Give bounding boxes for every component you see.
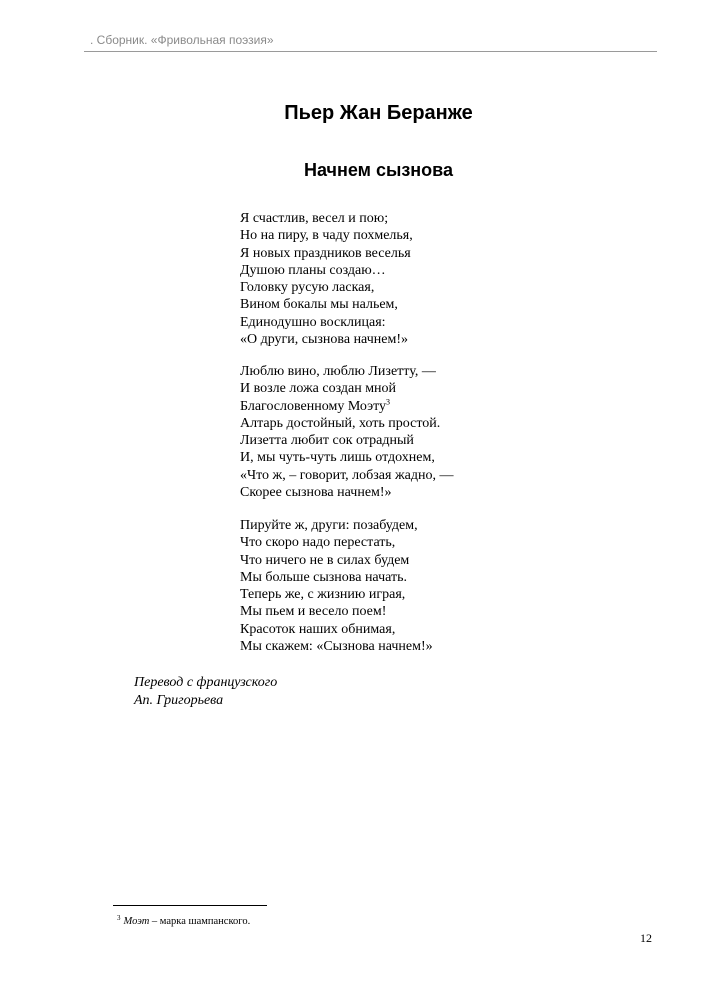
page-number: 12 <box>640 931 652 945</box>
stanza-1 <box>240 210 413 348</box>
verse-line: Мы пьем и весело поем! <box>240 604 387 620</box>
stanza-2 <box>240 363 453 501</box>
stanza-3 <box>240 517 433 655</box>
verse-line: Мы больше сызнова начать. <box>240 569 407 585</box>
footnote-text: – марка шампанского. <box>149 916 251 927</box>
poem-title: Начнем сызнова <box>303 160 453 180</box>
verse-line-text: Благословенному Моэту <box>240 398 387 414</box>
verse-line: Скорее сызнова начнем!» <box>240 485 392 501</box>
verse-line: Головку русую лаская, <box>240 280 375 296</box>
verse-line: Я новых праздников веселья <box>240 245 411 261</box>
running-header-text: . Сборник. «Фривольная поэзия» <box>90 33 274 47</box>
verse-line: «О други, сызнова начнем!» <box>240 332 408 348</box>
verse-line: Но на пиру, в чаду похмелья, <box>240 228 413 244</box>
verse-line: «Что ж, – говорит, лобзая жадно, — <box>240 467 454 483</box>
verse-line: Вином бокалы мы нальем, <box>240 297 398 313</box>
translation-credit <box>134 674 277 709</box>
verse-line: Красоток наших обнимая, <box>240 621 396 637</box>
verse-line: Что ничего не в силах будем <box>240 552 410 568</box>
verse-line: Мы скажем: «Сызнова начнем!» <box>240 639 433 655</box>
verse-line: Душою планы создаю… <box>240 262 386 278</box>
footnote-term: Моэт <box>123 916 150 927</box>
translator-name: Ап. Григорьева <box>134 692 224 708</box>
verse-line: Лизетта любит сок отрадный <box>240 433 414 449</box>
verse-line: Люблю вино, люблю Лизетту, — <box>240 364 436 379</box>
footnote-divider <box>113 905 267 906</box>
verse-line: Что скоро надо перестать, <box>240 535 396 551</box>
translation-note: Перевод с французского <box>134 675 278 690</box>
verse-line: И возле ложа создан мной <box>240 381 397 397</box>
footnote <box>117 913 251 927</box>
verse-line: Единодушно восклицая: <box>240 314 386 330</box>
footnote-number: 3 <box>117 913 121 922</box>
running-header <box>84 33 657 52</box>
verse-line: Пируйте ж, други: позабудем, <box>240 518 418 533</box>
verse-line: Теперь же, с жизнию играя, <box>240 587 406 603</box>
verse-line: Алтарь достойный, хоть простой. <box>240 415 441 431</box>
verse-line: И, мы чуть-чуть лишь отдохнем, <box>240 450 435 466</box>
verse-line: Я счастлив, весел и пою; <box>240 211 389 226</box>
footnote-reference[interactable]: 3 <box>386 396 391 406</box>
author-name: Пьер Жан Беранже <box>284 102 473 124</box>
verse-line-with-footnote <box>240 398 453 415</box>
